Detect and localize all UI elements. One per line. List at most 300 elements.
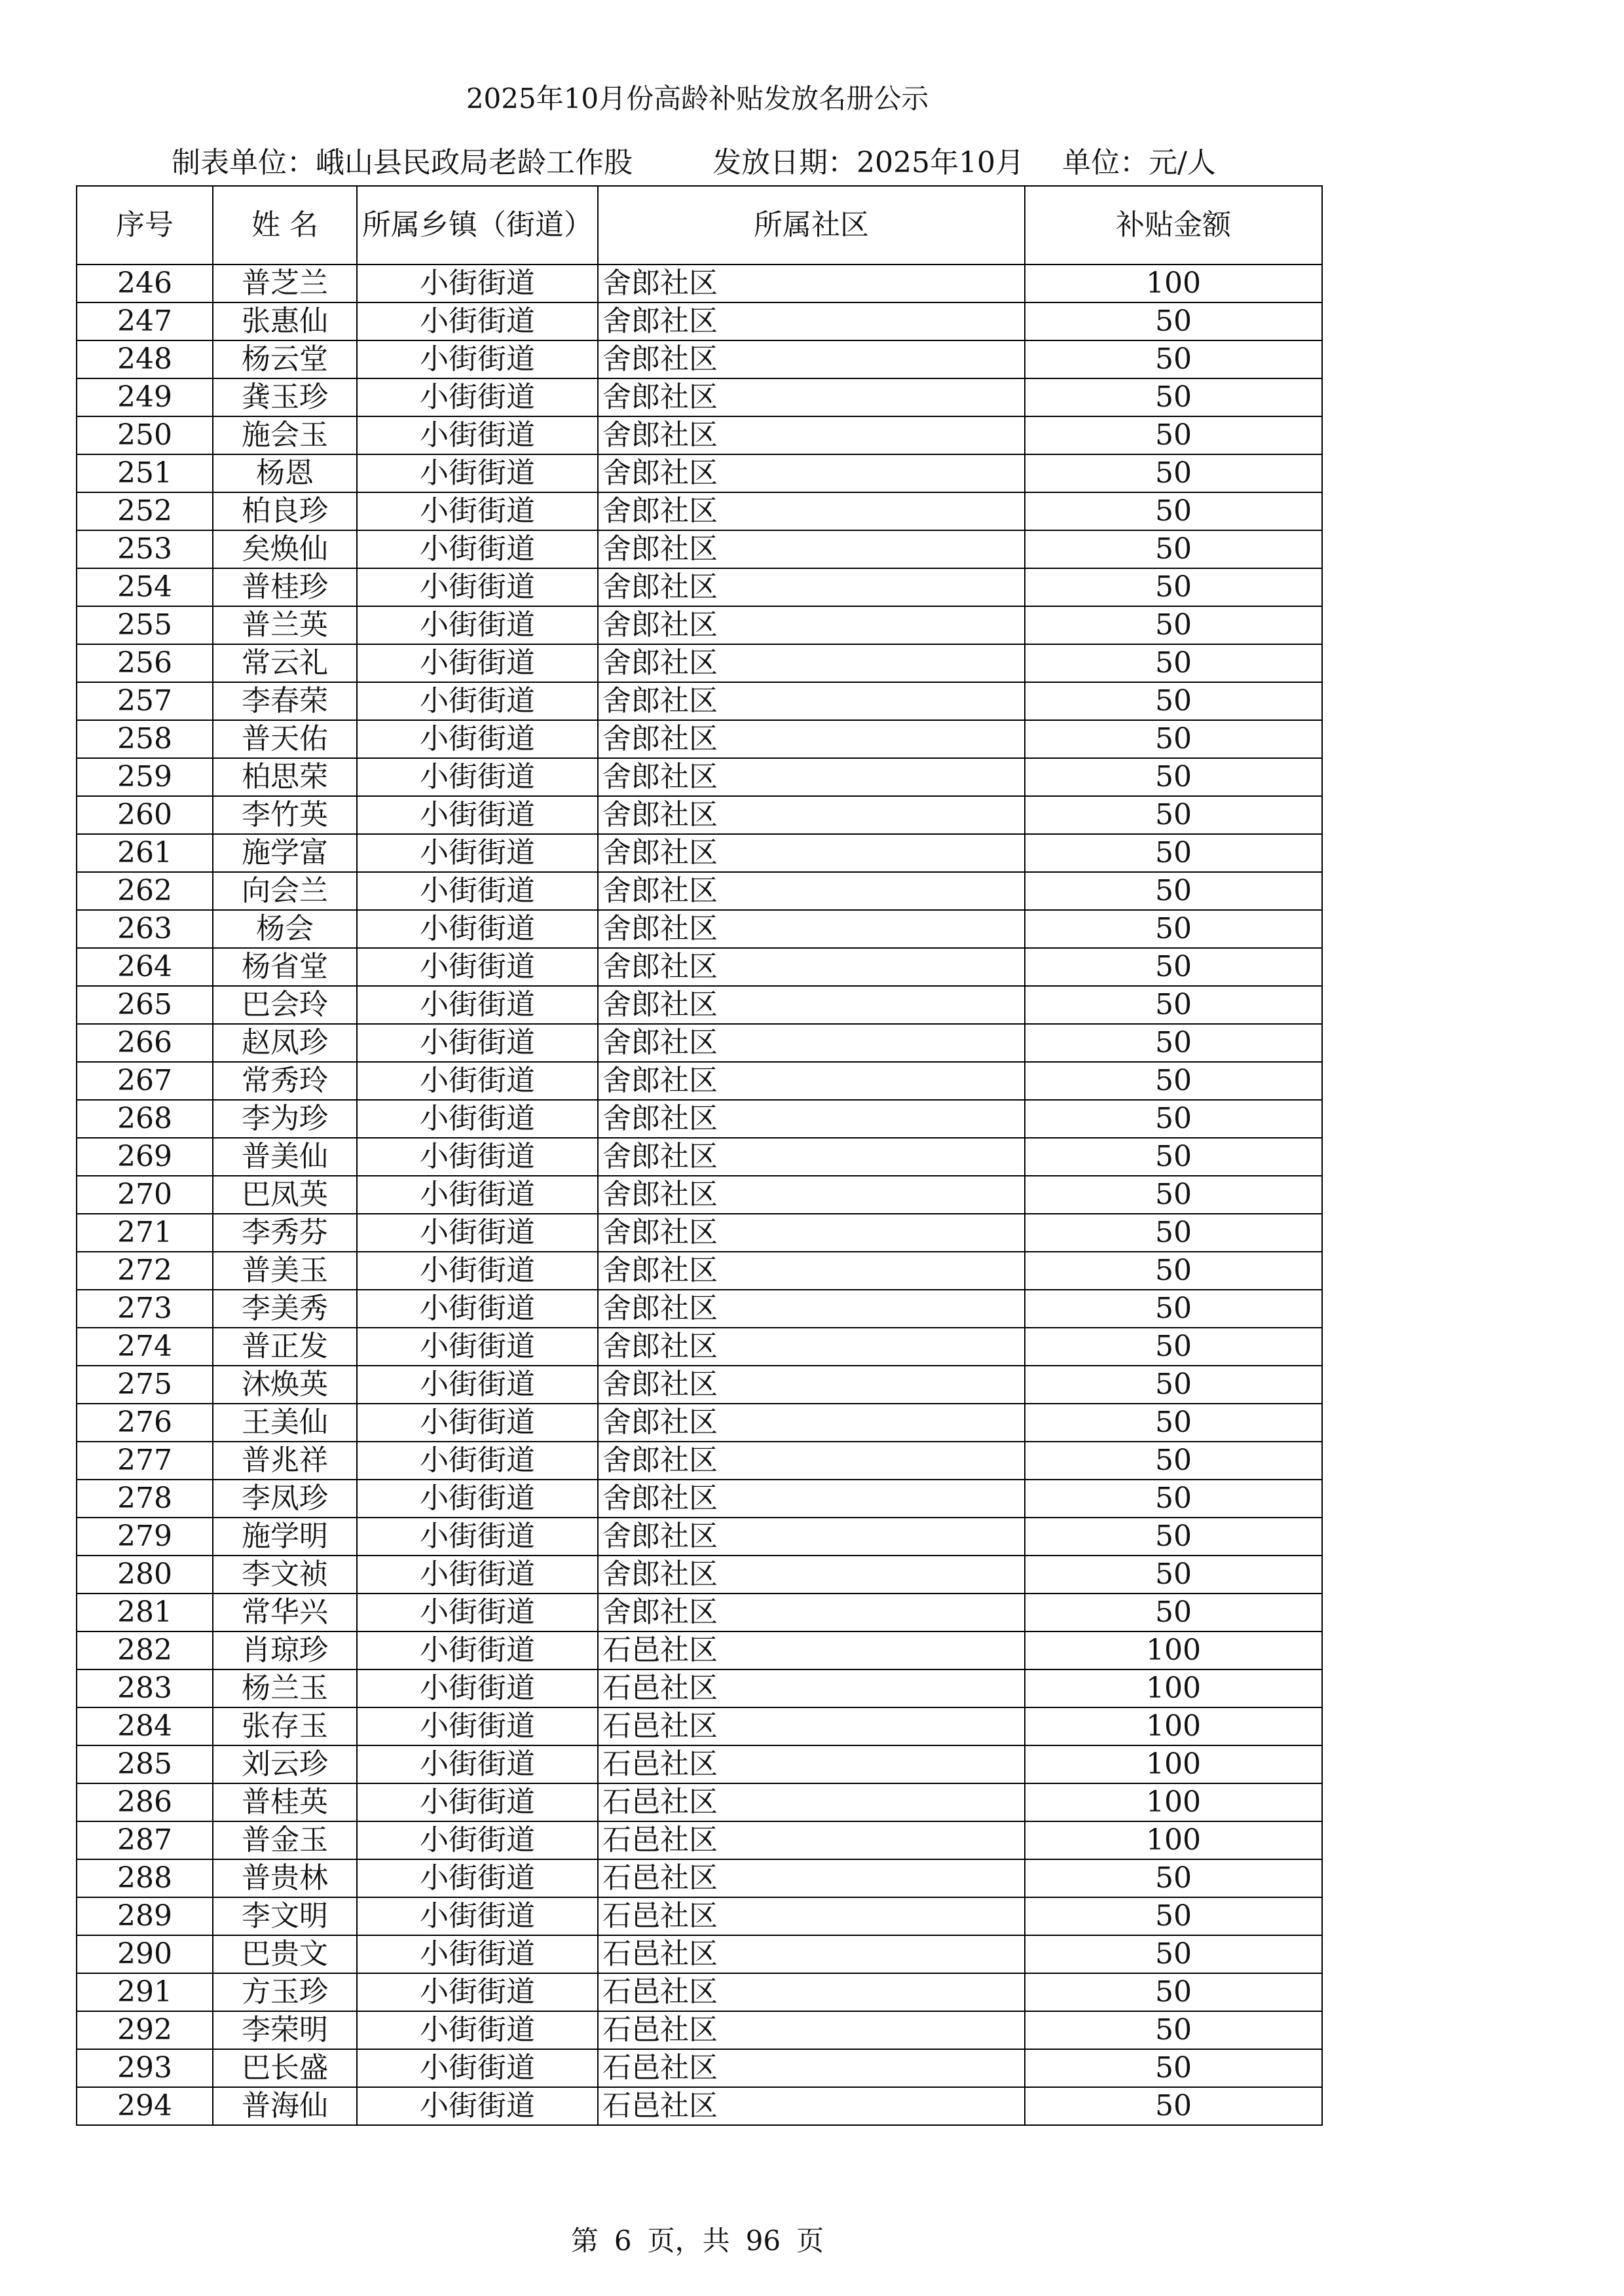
table-row: [77, 1745, 1322, 1783]
community-name: 舍郎社区: [598, 1214, 1025, 1252]
table-row: [77, 264, 1322, 302]
subsidy-amount: 50: [1025, 302, 1322, 340]
subsidy-amount: 50: [1025, 568, 1322, 606]
row-number: 261: [77, 834, 213, 872]
subsidy-amount: 50: [1025, 1024, 1322, 1062]
person-name: 王美仙: [213, 1404, 357, 1442]
person-name: 矣焕仙: [213, 530, 357, 568]
person-name: 巴贵文: [213, 1935, 357, 1973]
subsidy-amount: 50: [1025, 1518, 1322, 1556]
row-number: 246: [77, 264, 213, 302]
table-row: [77, 1556, 1322, 1594]
subsidy-table: [76, 185, 1323, 2126]
row-number: 270: [77, 1176, 213, 1214]
community-name: 石邑社区: [598, 1935, 1025, 1973]
town-name: 小街街道: [357, 1062, 598, 1100]
town-name: 小街街道: [357, 1252, 598, 1290]
community-name: 舍郎社区: [598, 340, 1025, 378]
row-number: 267: [77, 1062, 213, 1100]
table-row: [77, 302, 1322, 340]
header-no: 序号: [77, 186, 213, 264]
town-name: 小街街道: [357, 1973, 598, 2011]
person-name: 巴长盛: [213, 2049, 357, 2087]
subsidy-amount: 100: [1025, 1669, 1322, 1707]
subsidy-amount: 50: [1025, 1859, 1322, 1897]
town-name: 小街街道: [357, 606, 598, 644]
community-name: 石邑社区: [598, 1745, 1025, 1783]
footer-middle: 页，共: [647, 2225, 730, 2257]
table-row: [77, 606, 1322, 644]
community-name: 舍郎社区: [598, 758, 1025, 796]
community-name: 石邑社区: [598, 1631, 1025, 1669]
row-number: 293: [77, 2049, 213, 2087]
community-name: 舍郎社区: [598, 1138, 1025, 1176]
community-name: 舍郎社区: [598, 1024, 1025, 1062]
subsidy-amount: 100: [1025, 264, 1322, 302]
subsidy-amount: 50: [1025, 1973, 1322, 2011]
town-name: 小街街道: [357, 986, 598, 1024]
row-number: 269: [77, 1138, 213, 1176]
table-row: [77, 340, 1322, 378]
subsidy-amount: 50: [1025, 2011, 1322, 2049]
community-name: 舍郎社区: [598, 796, 1025, 834]
person-name: 沐焕英: [213, 1366, 357, 1404]
row-number: 291: [77, 1973, 213, 2011]
row-number: 265: [77, 986, 213, 1024]
person-name: 李为珍: [213, 1100, 357, 1138]
town-name: 小街街道: [357, 1707, 598, 1745]
subsidy-amount: 50: [1025, 1594, 1322, 1631]
table-row: [77, 1897, 1322, 1935]
table-row: [77, 1252, 1322, 1290]
page-footer: [0, 2219, 1395, 2259]
town-name: 小街街道: [357, 1631, 598, 1669]
row-number: 288: [77, 1859, 213, 1897]
person-name: 普桂英: [213, 1783, 357, 1821]
person-name: 普兆祥: [213, 1442, 357, 1480]
table-row: [77, 720, 1322, 758]
row-number: 248: [77, 340, 213, 378]
town-name: 小街街道: [357, 1366, 598, 1404]
community-name: 石邑社区: [598, 1821, 1025, 1859]
table-row: [77, 758, 1322, 796]
community-name: 舍郎社区: [598, 492, 1025, 530]
person-name: 施会玉: [213, 416, 357, 454]
person-name: 普金玉: [213, 1821, 357, 1859]
community-name: 舍郎社区: [598, 1404, 1025, 1442]
community-name: 舍郎社区: [598, 530, 1025, 568]
town-name: 小街街道: [357, 1821, 598, 1859]
person-name: 常华兴: [213, 1594, 357, 1631]
row-number: 294: [77, 2087, 213, 2125]
table-row: [77, 1783, 1322, 1821]
community-name: 舍郎社区: [598, 682, 1025, 720]
community-name: 舍郎社区: [598, 1290, 1025, 1328]
table-row: [77, 1707, 1322, 1745]
total-pages: 96: [745, 2225, 781, 2257]
table-row: [77, 1404, 1322, 1442]
table-row: [77, 2049, 1322, 2087]
community-name: 舍郎社区: [598, 1594, 1025, 1631]
town-name: 小街街道: [357, 1138, 598, 1176]
town-name: 小街街道: [357, 796, 598, 834]
subsidy-amount: 50: [1025, 378, 1322, 416]
table-row: [77, 1366, 1322, 1404]
town-name: 小街街道: [357, 910, 598, 948]
row-number: 273: [77, 1290, 213, 1328]
person-name: 普贵林: [213, 1859, 357, 1897]
row-number: 275: [77, 1366, 213, 1404]
person-name: 龚玉珍: [213, 378, 357, 416]
person-name: 巴会玲: [213, 986, 357, 1024]
table-row: [77, 1480, 1322, 1518]
header-name: 姓 名: [213, 186, 357, 264]
person-name: 赵凤珍: [213, 1024, 357, 1062]
table-row: [77, 1631, 1322, 1669]
table-row: [77, 416, 1322, 454]
row-number: 254: [77, 568, 213, 606]
current-page: 6: [614, 2225, 632, 2257]
row-number: 263: [77, 910, 213, 948]
person-name: 施学富: [213, 834, 357, 872]
community-name: 舍郎社区: [598, 1442, 1025, 1480]
subsidy-amount: 50: [1025, 1366, 1322, 1404]
table-row: [77, 1669, 1322, 1707]
person-name: 李秀芬: [213, 1214, 357, 1252]
community-name: 舍郎社区: [598, 1518, 1025, 1556]
community-name: 石邑社区: [598, 1973, 1025, 2011]
town-name: 小街街道: [357, 568, 598, 606]
community-name: 舍郎社区: [598, 1556, 1025, 1594]
town-name: 小街街道: [357, 1328, 598, 1366]
issuing-unit: 制表单位：峨山县民政局老龄工作股: [172, 146, 633, 179]
subsidy-amount: 50: [1025, 1480, 1322, 1518]
row-number: 258: [77, 720, 213, 758]
row-number: 268: [77, 1100, 213, 1138]
table-row: [77, 454, 1322, 492]
row-number: 285: [77, 1745, 213, 1783]
table-row: [77, 1328, 1322, 1366]
table-row: [77, 2087, 1322, 2125]
town-name: 小街街道: [357, 1594, 598, 1631]
town-name: 小街街道: [357, 682, 598, 720]
table-row: [77, 378, 1322, 416]
table-row: [77, 1935, 1322, 1973]
community-name: 舍郎社区: [598, 1366, 1025, 1404]
document-title: 2025年10月份高龄补贴发放名册公示: [466, 82, 929, 115]
community-name: 舍郎社区: [598, 1100, 1025, 1138]
person-name: 李春荣: [213, 682, 357, 720]
town-name: 小街街道: [357, 644, 598, 682]
person-name: 李文明: [213, 1897, 357, 1935]
person-name: 普美玉: [213, 1252, 357, 1290]
subsidy-amount: 50: [1025, 1062, 1322, 1100]
table-row: [77, 1442, 1322, 1480]
person-name: 巴凤英: [213, 1176, 357, 1214]
row-number: 272: [77, 1252, 213, 1290]
table-row: [77, 834, 1322, 872]
table-row: [77, 986, 1322, 1024]
subsidy-amount: 50: [1025, 454, 1322, 492]
subsidy-amount: 50: [1025, 2049, 1322, 2087]
person-name: 普正发: [213, 1328, 357, 1366]
row-number: 281: [77, 1594, 213, 1631]
town-name: 小街街道: [357, 1442, 598, 1480]
person-name: 柏思荣: [213, 758, 357, 796]
row-number: 280: [77, 1556, 213, 1594]
table-header-row: [77, 186, 1322, 264]
person-name: 常秀玲: [213, 1062, 357, 1100]
community-name: 舍郎社区: [598, 302, 1025, 340]
row-number: 256: [77, 644, 213, 682]
subsidy-amount: 100: [1025, 1745, 1322, 1783]
subsidy-amount: 100: [1025, 1707, 1322, 1745]
document-meta: [0, 139, 1395, 178]
table-row: [77, 910, 1322, 948]
table-row: [77, 1214, 1322, 1252]
person-name: 李美秀: [213, 1290, 357, 1328]
table-row: [77, 1859, 1322, 1897]
table-row: [77, 1100, 1322, 1138]
person-name: 柏良珍: [213, 492, 357, 530]
table-row: [77, 682, 1322, 720]
subsidy-amount: 50: [1025, 644, 1322, 682]
subsidy-amount: 50: [1025, 2087, 1322, 2125]
subsidy-amount: 100: [1025, 1821, 1322, 1859]
table-row: [77, 796, 1322, 834]
person-name: 李荣明: [213, 2011, 357, 2049]
town-name: 小街街道: [357, 1024, 598, 1062]
row-number: 264: [77, 948, 213, 986]
person-name: 刘云珍: [213, 1745, 357, 1783]
person-name: 杨恩: [213, 454, 357, 492]
town-name: 小街街道: [357, 1859, 598, 1897]
row-number: 259: [77, 758, 213, 796]
table-row: [77, 1062, 1322, 1100]
town-name: 小街街道: [357, 758, 598, 796]
row-number: 290: [77, 1935, 213, 1973]
town-name: 小街街道: [357, 2049, 598, 2087]
town-name: 小街街道: [357, 1290, 598, 1328]
row-number: 252: [77, 492, 213, 530]
person-name: 杨省堂: [213, 948, 357, 986]
community-name: 石邑社区: [598, 2049, 1025, 2087]
subsidy-amount: 50: [1025, 720, 1322, 758]
town-name: 小街街道: [357, 416, 598, 454]
town-name: 小街街道: [357, 1518, 598, 1556]
table-body: [77, 264, 1322, 2125]
subsidy-amount: 50: [1025, 758, 1322, 796]
community-name: 石邑社区: [598, 1669, 1025, 1707]
subsidy-amount: 50: [1025, 872, 1322, 910]
subsidy-amount: 50: [1025, 492, 1322, 530]
subsidy-amount: 50: [1025, 1176, 1322, 1214]
footer-prefix: 第: [570, 2225, 599, 2257]
subsidy-amount: 50: [1025, 1290, 1322, 1328]
row-number: 286: [77, 1783, 213, 1821]
community-name: 舍郎社区: [598, 1062, 1025, 1100]
person-name: 李竹英: [213, 796, 357, 834]
row-number: 249: [77, 378, 213, 416]
person-name: 张惠仙: [213, 302, 357, 340]
row-number: 262: [77, 872, 213, 910]
subsidy-amount: 50: [1025, 834, 1322, 872]
community-name: 舍郎社区: [598, 986, 1025, 1024]
header-community: 所属社区: [598, 186, 1025, 264]
subsidy-amount: 50: [1025, 986, 1322, 1024]
community-name: 舍郎社区: [598, 872, 1025, 910]
row-number: 260: [77, 796, 213, 834]
community-name: 舍郎社区: [598, 1328, 1025, 1366]
row-number: 278: [77, 1480, 213, 1518]
row-number: 287: [77, 1821, 213, 1859]
subsidy-amount: 50: [1025, 1556, 1322, 1594]
footer-suffix: 页: [796, 2225, 824, 2257]
row-number: 247: [77, 302, 213, 340]
town-name: 小街街道: [357, 454, 598, 492]
header-amount: 补贴金额: [1025, 186, 1322, 264]
row-number: 255: [77, 606, 213, 644]
town-name: 小街街道: [357, 1783, 598, 1821]
row-number: 279: [77, 1518, 213, 1556]
town-name: 小街街道: [357, 1556, 598, 1594]
community-name: 舍郎社区: [598, 378, 1025, 416]
town-name: 小街街道: [357, 1214, 598, 1252]
row-number: 282: [77, 1631, 213, 1669]
table-row: [77, 948, 1322, 986]
town-name: 小街街道: [357, 530, 598, 568]
town-name: 小街街道: [357, 378, 598, 416]
community-name: 舍郎社区: [598, 1480, 1025, 1518]
town-name: 小街街道: [357, 834, 598, 872]
table-row: [77, 1176, 1322, 1214]
table-row: [77, 1024, 1322, 1062]
person-name: 施学明: [213, 1518, 357, 1556]
subsidy-amount: 50: [1025, 1442, 1322, 1480]
table-row: [77, 2011, 1322, 2049]
person-name: 普美仙: [213, 1138, 357, 1176]
town-name: 小街街道: [357, 1176, 598, 1214]
community-name: 舍郎社区: [598, 644, 1025, 682]
row-number: 266: [77, 1024, 213, 1062]
community-name: 石邑社区: [598, 2087, 1025, 2125]
row-number: 257: [77, 682, 213, 720]
town-name: 小街街道: [357, 264, 598, 302]
subsidy-amount: 50: [1025, 1404, 1322, 1442]
town-name: 小街街道: [357, 872, 598, 910]
town-name: 小街街道: [357, 492, 598, 530]
subsidy-amount: 100: [1025, 1783, 1322, 1821]
table-row: [77, 1821, 1322, 1859]
person-name: 普天佑: [213, 720, 357, 758]
community-name: 舍郎社区: [598, 720, 1025, 758]
table-row: [77, 530, 1322, 568]
subsidy-amount: 50: [1025, 416, 1322, 454]
town-name: 小街街道: [357, 1745, 598, 1783]
row-number: 292: [77, 2011, 213, 2049]
table-row: [77, 492, 1322, 530]
table-row: [77, 1594, 1322, 1631]
community-name: 舍郎社区: [598, 1176, 1025, 1214]
town-name: 小街街道: [357, 2011, 598, 2049]
person-name: 杨会: [213, 910, 357, 948]
subsidy-amount: 50: [1025, 1138, 1322, 1176]
person-name: 普芝兰: [213, 264, 357, 302]
community-name: 石邑社区: [598, 1783, 1025, 1821]
table-row: [77, 568, 1322, 606]
community-name: 石邑社区: [598, 1859, 1025, 1897]
community-name: 舍郎社区: [598, 416, 1025, 454]
row-number: 274: [77, 1328, 213, 1366]
subsidy-amount: 50: [1025, 682, 1322, 720]
town-name: 小街街道: [357, 1404, 598, 1442]
row-number: 276: [77, 1404, 213, 1442]
town-name: 小街街道: [357, 1669, 598, 1707]
community-name: 石邑社区: [598, 1707, 1025, 1745]
person-name: 杨云堂: [213, 340, 357, 378]
row-number: 271: [77, 1214, 213, 1252]
town-name: 小街街道: [357, 720, 598, 758]
community-name: 石邑社区: [598, 2011, 1025, 2049]
town-name: 小街街道: [357, 1480, 598, 1518]
subsidy-amount: 50: [1025, 1328, 1322, 1366]
table-row: [77, 644, 1322, 682]
person-name: 向会兰: [213, 872, 357, 910]
row-number: 283: [77, 1669, 213, 1707]
town-name: 小街街道: [357, 1897, 598, 1935]
subsidy-amount: 50: [1025, 1935, 1322, 1973]
subsidy-amount: 50: [1025, 606, 1322, 644]
table-row: [77, 872, 1322, 910]
subsidy-amount: 50: [1025, 796, 1322, 834]
town-name: 小街街道: [357, 340, 598, 378]
row-number: 284: [77, 1707, 213, 1745]
table-row: [77, 1973, 1322, 2011]
community-name: 舍郎社区: [598, 454, 1025, 492]
person-name: 常云礼: [213, 644, 357, 682]
person-name: 普桂珍: [213, 568, 357, 606]
row-number: 253: [77, 530, 213, 568]
community-name: 石邑社区: [598, 1897, 1025, 1935]
subsidy-amount: 50: [1025, 1252, 1322, 1290]
town-name: 小街街道: [357, 2087, 598, 2125]
subsidy-amount: 50: [1025, 1897, 1322, 1935]
community-name: 舍郎社区: [598, 568, 1025, 606]
subsidy-amount: 50: [1025, 1214, 1322, 1252]
person-name: 杨兰玉: [213, 1669, 357, 1707]
person-name: 肖琼珍: [213, 1631, 357, 1669]
community-name: 舍郎社区: [598, 948, 1025, 986]
row-number: 251: [77, 454, 213, 492]
person-name: 张存玉: [213, 1707, 357, 1745]
town-name: 小街街道: [357, 1935, 598, 1973]
community-name: 舍郎社区: [598, 264, 1025, 302]
person-name: 李凤珍: [213, 1480, 357, 1518]
subsidy-amount: 50: [1025, 910, 1322, 948]
person-name: 方玉珍: [213, 1973, 357, 2011]
subsidy-amount: 50: [1025, 948, 1322, 986]
subsidy-amount: 50: [1025, 340, 1322, 378]
table-row: [77, 1518, 1322, 1556]
subsidy-amount: 50: [1025, 1100, 1322, 1138]
town-name: 小街街道: [357, 302, 598, 340]
row-number: 277: [77, 1442, 213, 1480]
person-name: 李文祯: [213, 1556, 357, 1594]
row-number: 250: [77, 416, 213, 454]
community-name: 舍郎社区: [598, 834, 1025, 872]
person-name: 普海仙: [213, 2087, 357, 2125]
currency-unit: 单位：元/人: [1062, 146, 1216, 179]
